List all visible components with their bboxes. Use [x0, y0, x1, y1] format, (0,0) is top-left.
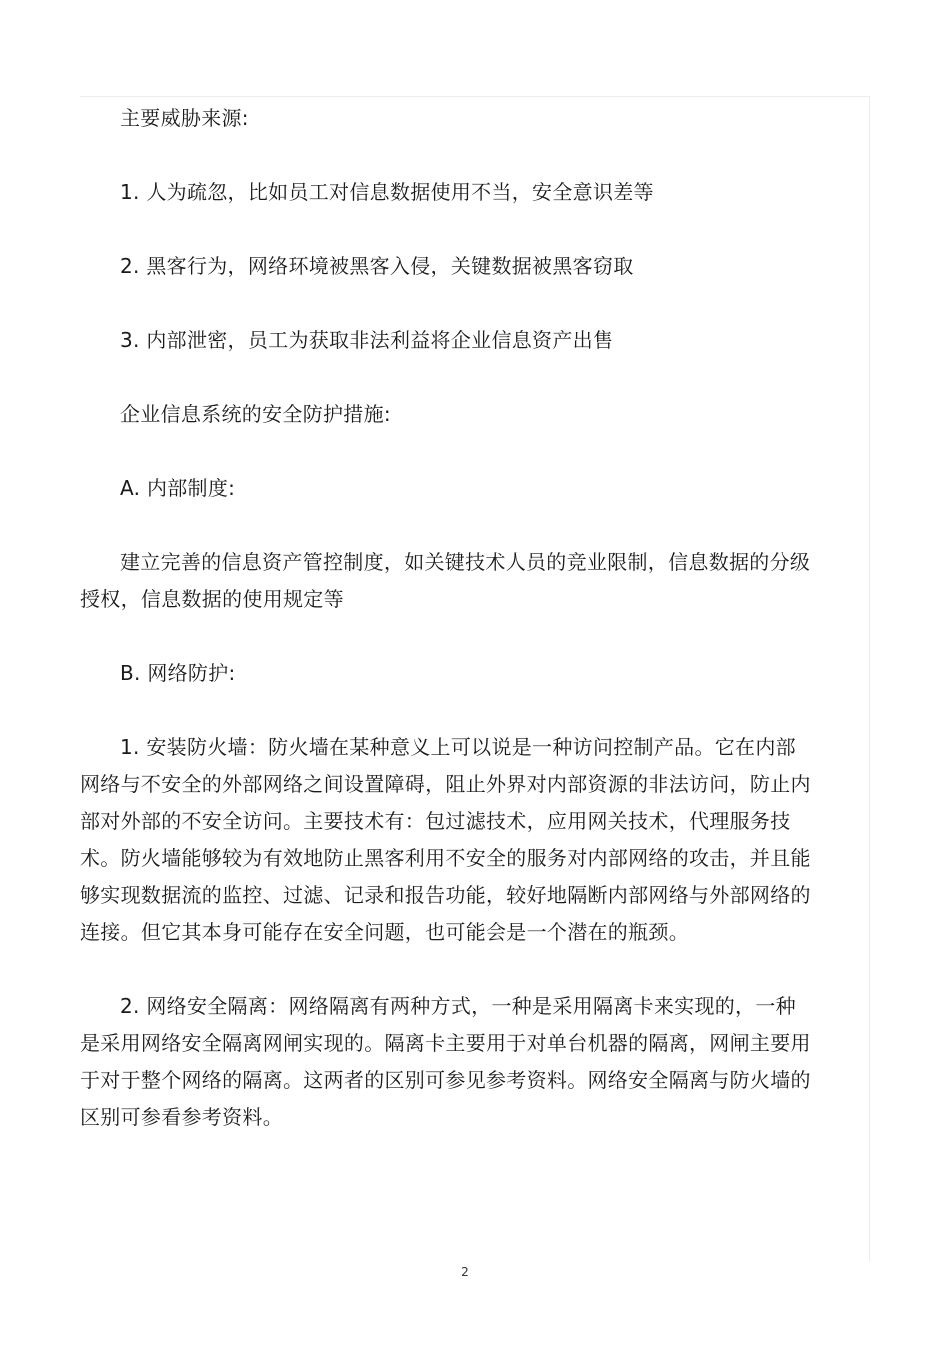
- paragraph-section-a: A. 内部制度:: [120, 476, 236, 500]
- paragraph-section-b: B. 网络防护:: [120, 661, 236, 685]
- paragraph-measures-heading: 企业信息系统的安全防护措施:: [120, 402, 391, 426]
- paragraph-internal-policy: 建立完善的信息资产管控制度，如关键技术人员的竞业限制，信息数据的分级授权，信息数据的使用规定等: [80, 550, 811, 611]
- paragraph-threat-heading: 主要威胁来源:: [120, 106, 249, 130]
- paragraph-threat-3: 3. 内部泄密，员工为获取非法利益将企业信息资产出售: [120, 328, 614, 352]
- page-number: 2: [461, 1265, 469, 1279]
- paragraph-isolation: 2. 网络安全隔离：网络隔离有两种方式，一种是采用隔离卡来实现的，一种是采用网络安全隔离网闸实现的。隔离卡主要用于对单台机器的隔离，网闸主要用于对于整个网络的隔离。这两者的区别可参见参考资料。网络安全隔离与防火墙的区别可参看参考资料。: [80, 994, 811, 1129]
- document-body: [80, 100, 815, 1136]
- paragraph-threat-1: 1. 人为疏忽，比如员工对信息数据使用不当，安全意识差等: [120, 180, 654, 204]
- paragraph-firewall: 1. 安装防火墙：防火墙在某种意义上可以说是一种访问控制产品。它在内部网络与不安全的外部网络之间设置障碍，阻止外界对内部资源的非法访问，防止内部对外部的不安全访问。主要技术有：包过滤技术，应用网关技术，代理服务技术。防火墙能够较为有效地防止黑客利用不安全的服务对内部网络的攻击，并且能够实现数据流的监控、过滤、记录和报告功能，较好地隔断内部网络与外部网络的连接。但它其本身可能存在安全问题，也可能会是一个潜在的瓶颈。: [80, 735, 811, 944]
- paragraph-threat-2: 2. 黑客行为，网络环境被黑客入侵，关键数据被黑客窃取: [120, 254, 634, 278]
